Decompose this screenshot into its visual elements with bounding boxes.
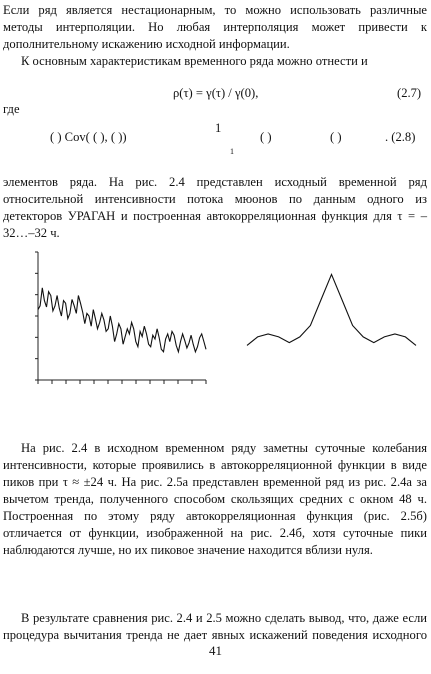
formula-2-8-term2: ( ): [330, 130, 342, 144]
paragraph-figure-2-5: На рис. 2.4 в исходном временном ряду заметны суточные колебания интенсивности, которые проявились в автокорреляционной функции в виде пиков при τ ≈ ±24 ч. На рис. 2.5а представлен временной ряд из рис. 2.4а за вычетом тренда, полученного способом скользящих средних с окном 48 ч. Построенная по этому ряду автокорреляционная функция (рис. 2.5б) отличается от функции, изображенной на рис. 2.4б, хотя суточные пики наблюдаются лучше, но их пиковое значение находится вблизи нуля.: [3, 441, 427, 557]
paragraph-figure-2-4: элементов ряда. На рис. 2.4 представлен исходный временной ряд относительной интенсивности потока мюонов по данным одного из детекторов УРАГАН и построенная автокорреляционная функция для τ = –32…–32 ч.: [3, 175, 427, 240]
formula-2-8-left: ( ) Cov( ( ), ( )): [50, 130, 127, 144]
formula-2-8-term: ( ): [260, 130, 272, 144]
paragraph-characteristics: К основным характеристикам временного ряда можно отнести и: [21, 54, 368, 68]
formula-2-7: ρ(τ) = γ(τ) / γ(0),: [173, 86, 259, 100]
time-series-chart: [28, 246, 210, 392]
page-number: 41: [209, 643, 222, 658]
where-label: где: [3, 102, 20, 116]
paragraph-conclusion: В результате сравнения рис. 2.4 и 2.5 можно сделать вывод, что, даже если процедура вычитания тренда не дает явных искажений поведения исходного: [3, 611, 427, 642]
formula-2-8-numerator: 1: [215, 121, 222, 135]
autocorrelation-chart: [243, 242, 420, 392]
equation-number-2-7: (2.7): [397, 86, 422, 100]
equation-number-2-8: . (2.8): [385, 130, 416, 144]
series-line: [38, 288, 206, 352]
series-line: [247, 274, 416, 345]
formula-2-8-subscript: 1: [230, 147, 234, 156]
paragraph-intro: Если ряд является нестационарным, то можно использовать различные методы интерполяции. Но любая интерполяция может привести к дополнительному искажению исходной информации.: [3, 3, 427, 51]
